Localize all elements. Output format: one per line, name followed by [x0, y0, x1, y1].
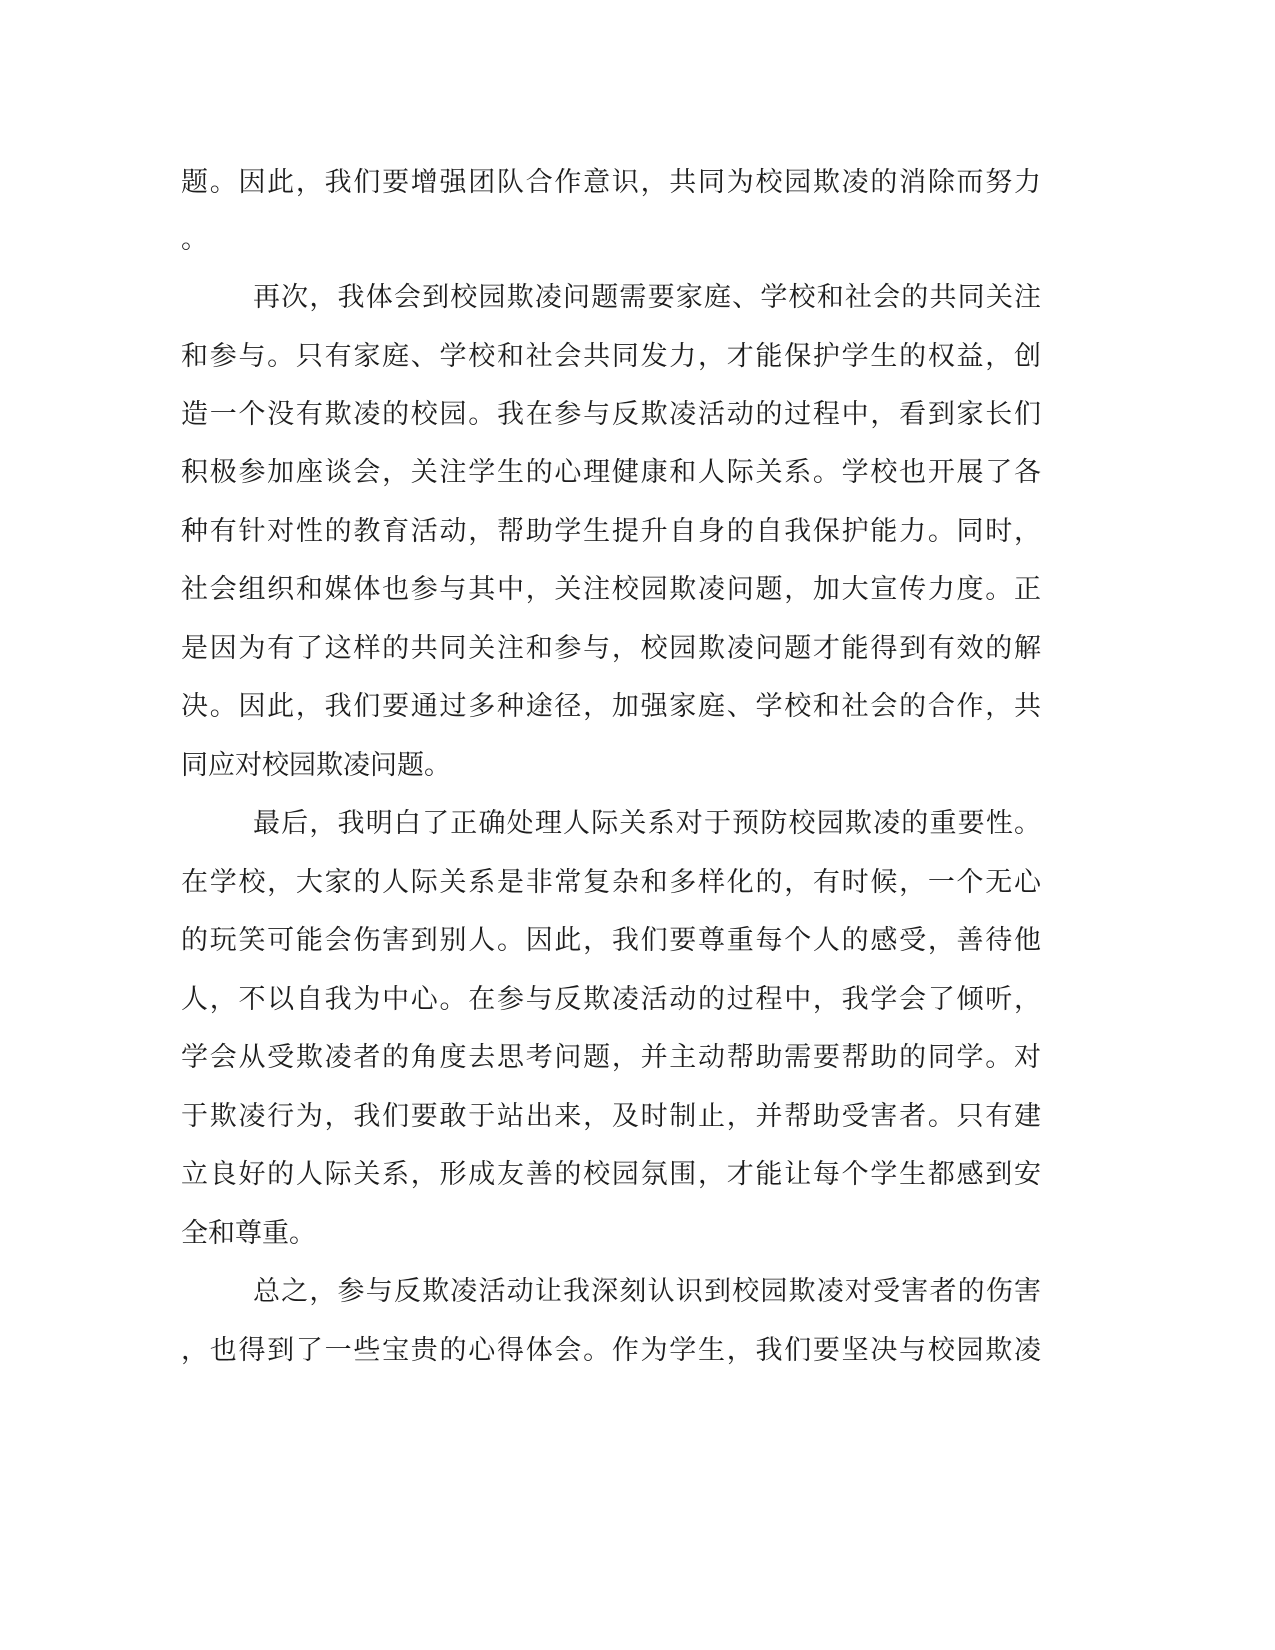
text-line: 积极参加座谈会，关注学生的心理健康和人际关系。学校也开展了各	[181, 457, 1041, 488]
text-line: ，也得到了一些宝贵的心得体会。作为学生，我们要坚决与校园欺凌	[181, 1335, 1041, 1366]
paragraph-first-line: 再次，我体会到校园欺凌问题需要家庭、学校和社会的共同关注	[253, 282, 1041, 313]
paragraph-first-line: 总之，参与反欺凌活动让我深刻认识到校园欺凌对受害者的伤害	[253, 1276, 1041, 1307]
text-line: 。	[181, 224, 208, 255]
paragraph-first-line: 最后，我明白了正确处理人际关系对于预防校园欺凌的重要性。	[253, 808, 1041, 839]
text-line: 在学校，大家的人际关系是非常复杂和多样化的，有时候，一个无心	[181, 867, 1041, 898]
text-line: 人，不以自我为中心。在参与反欺凌活动的过程中，我学会了倾听，	[181, 984, 1041, 1015]
text-line: 于欺凌行为，我们要敢于站出来，及时制止，并帮助受害者。只有建	[181, 1101, 1041, 1132]
text-line: 造一个没有欺凌的校园。我在参与反欺凌活动的过程中，看到家长们	[181, 399, 1041, 430]
text-line: 种有针对性的教育活动，帮助学生提升自身的自我保护能力。同时，	[181, 516, 1041, 547]
text-line: 社会组织和媒体也参与其中，关注校园欺凌问题，加大宣传力度。正	[181, 574, 1041, 605]
text-line: 全和尊重。	[181, 1218, 316, 1249]
text-line: 和参与。只有家庭、学校和社会共同发力，才能保护学生的权益，创	[181, 341, 1041, 372]
text-line: 是因为有了这样的共同关注和参与，校园欺凌问题才能得到有效的解	[181, 633, 1041, 664]
text-line: 立良好的人际关系，形成友善的校园氛围，才能让每个学生都感到安	[181, 1159, 1041, 1190]
text-line: 决。因此，我们要通过多种途径，加强家庭、学校和社会的合作，共	[181, 691, 1041, 722]
text-line: 的玩笑可能会伤害到别人。因此，我们要尊重每个人的感受，善待他	[181, 925, 1041, 956]
text-line: 题。因此，我们要增强团队合作意识，共同为校园欺凌的消除而努力	[181, 167, 1041, 198]
text-line: 学会从受欺凌者的角度去思考问题，并主动帮助需要帮助的同学。对	[181, 1042, 1041, 1073]
text-line: 同应对校园欺凌问题。	[181, 750, 451, 781]
